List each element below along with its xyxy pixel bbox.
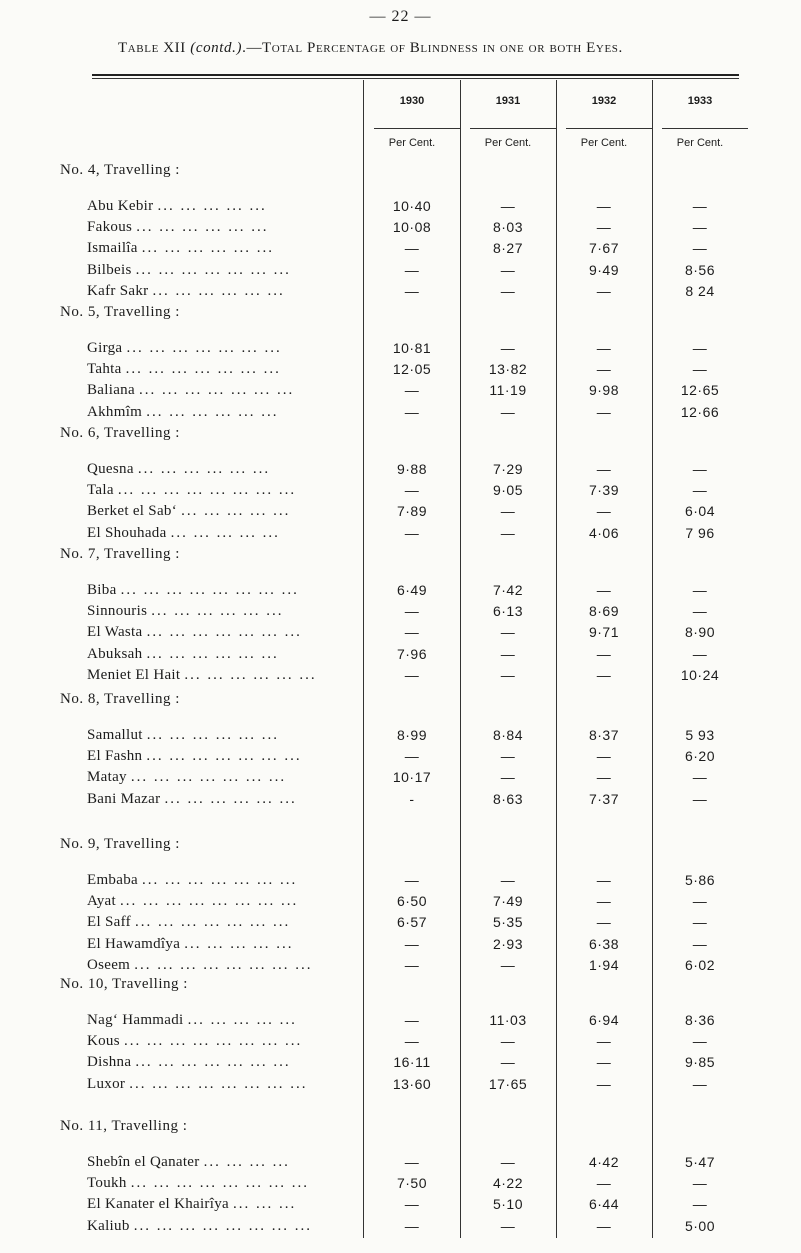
cell-value: —	[500, 645, 516, 662]
place-label: Luxor	[87, 1075, 126, 1092]
place-label: Sinnouris	[87, 603, 148, 620]
cell-value: 7·89	[396, 503, 428, 520]
cell-value: —	[404, 482, 420, 499]
place-label: Meniet El Hait	[87, 666, 181, 683]
cell-value: —	[404, 624, 420, 641]
leader-dots: ... ... ... ... ... ... ... ...	[117, 482, 297, 499]
leader-dots: ... ... ... ... ... ...	[152, 282, 285, 299]
cell-value: 9·85	[684, 1054, 716, 1071]
leader-dots: ... ... ... ... ... ... ...	[135, 261, 291, 278]
place-label: Bani Mazar	[87, 790, 161, 807]
cell-value: —	[692, 1175, 708, 1192]
cell-value: —	[596, 1175, 612, 1192]
place-name	[87, 769, 286, 786]
cell-value: —	[500, 1033, 516, 1050]
unit-label: Per Cent.	[388, 137, 436, 149]
cell-value: 10·24	[680, 666, 720, 683]
unit-label: Per Cent.	[676, 137, 724, 149]
cell-value: 6·20	[684, 748, 716, 765]
cell-value: 8·36	[684, 1012, 716, 1028]
place-name	[87, 1054, 291, 1071]
cell-value: 6·04	[684, 503, 716, 520]
cell-value: —	[596, 219, 612, 236]
place-label: Akhmîm	[87, 403, 143, 420]
place-name	[87, 382, 294, 399]
cell-value: 7·50	[396, 1175, 428, 1192]
place-name	[87, 525, 280, 542]
cell-value: 6·57	[396, 914, 428, 931]
cell-value: —	[692, 482, 708, 499]
place-name	[87, 727, 279, 744]
cell-value: —	[692, 1196, 708, 1213]
cell-value: 6·94	[588, 1012, 620, 1028]
leader-dots: ... ... ... ... ...	[157, 198, 267, 214]
place-label: Girga	[87, 340, 123, 356]
leader-dots: ... ... ... ... ... ... ...	[146, 624, 302, 641]
leader-dots: ... ... ... ... ... ...	[151, 603, 284, 620]
place-label: El Hawamdîya	[87, 935, 181, 952]
cell-value: 5 93	[685, 727, 715, 743]
top-rule	[92, 74, 739, 76]
cell-value: —	[500, 666, 516, 683]
place-label: Baliana	[87, 382, 135, 399]
leader-dots: ... ... ...	[233, 1196, 297, 1213]
cell-value: —	[596, 769, 612, 786]
cell-value: 13·60	[392, 1075, 432, 1092]
cell-value: 6·49	[396, 582, 428, 598]
table-title-rest: .—Total Percentage of Blindness in one or both Eyes.	[242, 40, 623, 56]
place-name	[87, 1154, 290, 1171]
place-name	[87, 1012, 297, 1029]
group-title: No. 10, Travelling :	[60, 976, 188, 992]
column-divider	[460, 80, 461, 1238]
header-underline	[662, 128, 748, 129]
place-label: Toukh	[87, 1175, 127, 1192]
table-title	[118, 40, 623, 57]
cell-value: —	[404, 1033, 420, 1050]
cell-value: —	[596, 198, 612, 214]
place-name	[87, 219, 268, 236]
leader-dots: ... ... ... ... ... ...	[184, 666, 317, 683]
cell-value: —	[596, 666, 612, 683]
leader-dots: ... ... ... ... ...	[187, 1012, 297, 1028]
cell-value: —	[404, 603, 420, 620]
header-underline	[470, 128, 556, 129]
place-label: El Fashn	[87, 748, 143, 765]
cell-value: —	[692, 935, 708, 952]
cell-value: —	[404, 240, 420, 257]
place-label: Kafr Sakr	[87, 282, 149, 299]
leader-dots: ... ... ... ... ... ... ... ...	[133, 1217, 312, 1234]
place-label: Abuksah	[87, 645, 143, 662]
cell-value: 7·67	[588, 240, 620, 257]
cell-value: —	[596, 1054, 612, 1071]
cell-value: 8·69	[588, 603, 620, 620]
place-label: Kous	[87, 1033, 120, 1050]
cell-value: 5·35	[492, 914, 524, 931]
place-name	[87, 667, 317, 684]
leader-dots: ... ... ... ... ... ... ...	[130, 769, 287, 786]
cell-value: 7 96	[685, 524, 715, 541]
cell-value: 7·49	[492, 893, 524, 910]
cell-value: 12·66	[680, 403, 720, 420]
unit-label: Per Cent.	[580, 137, 628, 149]
place-name	[87, 603, 284, 620]
cell-value: 9·71	[588, 624, 620, 641]
cell-value: —	[596, 872, 612, 888]
cell-value: —	[404, 872, 420, 888]
cell-value: —	[404, 666, 420, 683]
cell-value: 17·65	[488, 1075, 528, 1092]
cell-value: 6·50	[396, 893, 428, 910]
place-name	[87, 240, 274, 257]
cell-value: —	[692, 769, 708, 786]
place-name	[87, 624, 302, 641]
cell-value: —	[500, 403, 516, 420]
year-header-1932: 1932	[591, 95, 617, 107]
cell-value: —	[692, 340, 708, 356]
leader-dots: ... ... ... ...	[203, 1154, 290, 1170]
leader-dots: ... ... ... ... ... ... ...	[126, 340, 282, 356]
cell-value: 13·82	[488, 361, 528, 378]
cell-value: 8·63	[492, 790, 524, 807]
place-label: Biba	[87, 582, 117, 598]
leader-dots: ... ... ... ... ... ... ...	[134, 914, 291, 931]
cell-value: 7·96	[396, 645, 428, 662]
cell-value: —	[596, 748, 612, 765]
group-title: No. 6, Travelling :	[60, 425, 180, 441]
cell-value: —	[500, 769, 516, 786]
place-label: El Shouhada	[87, 524, 167, 541]
year-header-1933: 1933	[687, 95, 713, 107]
cell-value: 8·56	[684, 261, 716, 278]
cell-value: —	[404, 1012, 420, 1028]
leader-dots: ... ... ... ... ... ... ... ...	[129, 1075, 308, 1092]
cell-value: —	[404, 935, 420, 952]
leader-dots: ... ... ... ... ... ... ... ...	[123, 1033, 303, 1050]
cell-value: —	[692, 1075, 708, 1092]
leader-dots: ... ... ... ... ... ...	[137, 461, 271, 477]
place-name	[87, 482, 296, 499]
cell-value: 10·81	[392, 340, 432, 356]
place-label: Matay	[87, 769, 127, 786]
cell-value: —	[692, 198, 708, 214]
place-name	[87, 1033, 302, 1050]
cell-value: 9·88	[396, 461, 428, 477]
cell-value: —	[404, 1196, 420, 1213]
cell-value: 7·29	[492, 461, 524, 477]
leader-dots: ... ... ... ... ... ... ... ...	[130, 1175, 309, 1192]
cell-value: —	[596, 461, 612, 477]
place-label: Abu Kebir	[87, 198, 154, 214]
cell-value: —	[500, 1154, 516, 1170]
leader-dots: ... ... ... ... ... ...	[146, 727, 280, 743]
place-name	[87, 748, 302, 765]
cell-value: —	[500, 1217, 516, 1234]
cell-value: 8·84	[492, 727, 524, 743]
cell-value: —	[500, 624, 516, 641]
leader-dots: ... ... ... ... ... ... ... ...	[120, 893, 299, 910]
cell-value: 10·17	[392, 769, 432, 786]
place-name	[87, 957, 312, 974]
place-name	[87, 791, 297, 808]
cell-value: —	[596, 645, 612, 662]
cell-value: 11·19	[489, 382, 527, 399]
place-name	[87, 283, 285, 300]
place-label: Dishna	[87, 1054, 132, 1071]
cell-value: 6·02	[684, 956, 716, 973]
cell-value: —	[692, 603, 708, 620]
cell-value: —	[404, 956, 420, 973]
cell-value: —	[692, 645, 708, 662]
cell-value: 1·94	[588, 956, 620, 973]
cell-value: —	[596, 1033, 612, 1050]
leader-dots: ... ... ... ... ... ... ...	[146, 748, 302, 765]
place-label: El Wasta	[87, 624, 143, 641]
group-title: No. 9, Travelling :	[60, 836, 180, 852]
cell-value: —	[596, 403, 612, 420]
cell-value: —	[500, 503, 516, 520]
place-name	[87, 361, 281, 378]
cell-value: 7·37	[588, 790, 620, 807]
cell-value: 8·90	[684, 624, 716, 641]
cell-value: —	[692, 790, 708, 807]
cell-value: —	[404, 382, 420, 399]
cell-value: —	[500, 748, 516, 765]
cell-value: —	[596, 1217, 612, 1234]
place-label: Embaba	[87, 872, 138, 888]
cell-value: —	[596, 893, 612, 910]
top-rule-thin	[92, 78, 739, 79]
cell-value: —	[596, 914, 612, 931]
group-title: No. 11, Travelling :	[60, 1118, 188, 1134]
cell-value: —	[404, 282, 420, 299]
cell-value: 9·05	[492, 482, 524, 499]
leader-dots: ... ... ... ... ... ...	[146, 403, 279, 420]
place-label: Berket el Sab‘	[87, 503, 178, 520]
place-label: Ismailîa	[87, 240, 138, 257]
leader-dots: ... ... ... ... ... ...	[164, 790, 297, 807]
leader-dots: ... ... ... ... ...	[181, 503, 291, 520]
cell-value: —	[404, 524, 420, 541]
header-underline	[566, 128, 652, 129]
cell-value: —	[404, 748, 420, 765]
leader-dots: ... ... ... ... ... ... ...	[125, 361, 281, 378]
column-divider	[363, 80, 364, 1238]
cell-value: —	[692, 1033, 708, 1050]
place-label: Samallut	[87, 727, 143, 743]
cell-value: 7·39	[588, 482, 620, 499]
group-title: No. 7, Travelling :	[60, 546, 180, 562]
column-divider	[652, 80, 653, 1238]
place-label: Tahta	[87, 361, 122, 378]
cell-value: —	[500, 1054, 516, 1071]
place-name	[87, 1175, 309, 1192]
cell-value: —	[404, 403, 420, 420]
cell-value: —	[500, 340, 516, 356]
leader-dots: ... ... ... ... ... ...	[136, 219, 269, 236]
place-name	[87, 872, 297, 889]
cell-value: 10·40	[392, 198, 432, 214]
cell-value: 8 24	[685, 282, 715, 299]
cell-value: 8·99	[396, 727, 428, 743]
cell-value: 6·13	[492, 603, 524, 620]
column-divider	[556, 80, 557, 1238]
group-title: No. 8, Travelling :	[60, 691, 180, 707]
cell-value: —	[404, 1217, 420, 1234]
place-name	[87, 503, 290, 520]
cell-value: —	[692, 461, 708, 477]
leader-dots: ... ... ... ... ... ... ...	[135, 1054, 291, 1071]
place-name	[87, 582, 299, 599]
place-name	[87, 262, 291, 279]
leader-dots: ... ... ... ... ... ... ...	[138, 382, 295, 399]
cell-value: —	[596, 582, 612, 598]
leader-dots: ... ... ... ... ... ...	[146, 645, 279, 662]
year-header-1931: 1931	[495, 95, 521, 107]
place-name	[87, 461, 270, 478]
group-title: No. 4, Travelling :	[60, 162, 180, 178]
place-label: Quesna	[87, 461, 134, 477]
cell-value: —	[596, 340, 612, 356]
place-label: El Saff	[87, 914, 131, 931]
place-name	[87, 893, 298, 910]
place-label: El Kanater el Khairîya	[87, 1196, 229, 1213]
cell-value: —	[404, 261, 420, 278]
cell-value: 6·44	[588, 1196, 620, 1213]
cell-value: 4·06	[588, 524, 620, 541]
leader-dots: ... ... ... ... ... ... ... ...	[120, 582, 299, 598]
header-underline	[374, 128, 460, 129]
cell-value: 9·49	[588, 261, 620, 278]
cell-value: 4·22	[492, 1175, 524, 1192]
cell-value: 12·65	[680, 382, 720, 399]
place-label: Ayat	[87, 893, 116, 910]
place-name	[87, 1076, 307, 1093]
cell-value: —	[596, 503, 612, 520]
cell-value: —	[692, 219, 708, 236]
place-name	[87, 340, 282, 357]
cell-value: 7·42	[492, 582, 524, 598]
leader-dots: ... ... ... ... ... ...	[141, 240, 275, 257]
cell-value: —	[692, 582, 708, 598]
cell-value: 8·37	[588, 727, 620, 743]
cell-value: 5·47	[684, 1154, 716, 1170]
place-label: Kaliub	[87, 1217, 130, 1234]
place-label: Nag‘ Hammadi	[87, 1012, 184, 1028]
cell-value: 8·27	[492, 240, 524, 257]
place-name	[87, 936, 293, 953]
cell-value: —	[500, 872, 516, 888]
cell-value: 6·38	[588, 935, 620, 952]
cell-value: —	[596, 361, 612, 378]
cell-value: 8·03	[492, 219, 524, 236]
cell-value: —	[500, 524, 516, 541]
place-label: Shebîn el Qanater	[87, 1154, 200, 1170]
place-name	[87, 1218, 312, 1235]
table-title-prefix: Table XII	[118, 40, 186, 56]
cell-value: —	[692, 914, 708, 931]
cell-value: -	[409, 790, 415, 807]
place-name	[87, 404, 278, 421]
cell-value: —	[500, 282, 516, 299]
cell-value: 5·86	[684, 872, 716, 888]
leader-dots: ... ... ... ... ...	[170, 524, 280, 541]
page-number: — 22 —	[369, 8, 432, 25]
year-header-1930: 1930	[399, 95, 425, 107]
cell-value: 12·05	[392, 361, 432, 378]
cell-value: —	[500, 261, 516, 278]
cell-value: —	[500, 198, 516, 214]
unit-label: Per Cent.	[484, 137, 532, 149]
table-title-contd: (contd.)	[190, 40, 243, 56]
cell-value: —	[692, 361, 708, 378]
cell-value: 5·00	[684, 1217, 716, 1234]
cell-value: 11·03	[489, 1012, 527, 1028]
cell-value: 2·93	[492, 935, 524, 952]
cell-value: 4·42	[588, 1154, 620, 1170]
place-label: Fakous	[87, 219, 133, 236]
cell-value: —	[404, 1154, 420, 1170]
cell-value: 5·10	[492, 1196, 524, 1213]
leader-dots: ... ... ... ... ... ... ... ...	[134, 956, 313, 973]
place-name	[87, 1196, 296, 1213]
cell-value: 10·08	[392, 219, 432, 236]
leader-dots: ... ... ... ... ... ... ...	[142, 872, 298, 888]
leader-dots: ... ... ... ... ...	[184, 935, 294, 952]
place-name	[87, 646, 279, 663]
cell-value: —	[596, 1075, 612, 1092]
cell-value: —	[692, 893, 708, 910]
cell-value: 9·98	[588, 382, 620, 399]
cell-value: —	[596, 282, 612, 299]
place-label: Bilbeis	[87, 261, 132, 278]
place-label: Tala	[87, 482, 114, 499]
cell-value: —	[692, 240, 708, 257]
group-title: No. 5, Travelling :	[60, 304, 180, 320]
place-name	[87, 914, 290, 931]
cell-value: —	[500, 956, 516, 973]
cell-value: 16·11	[393, 1054, 431, 1071]
place-name	[87, 198, 267, 215]
place-label: Oseem	[87, 956, 131, 973]
